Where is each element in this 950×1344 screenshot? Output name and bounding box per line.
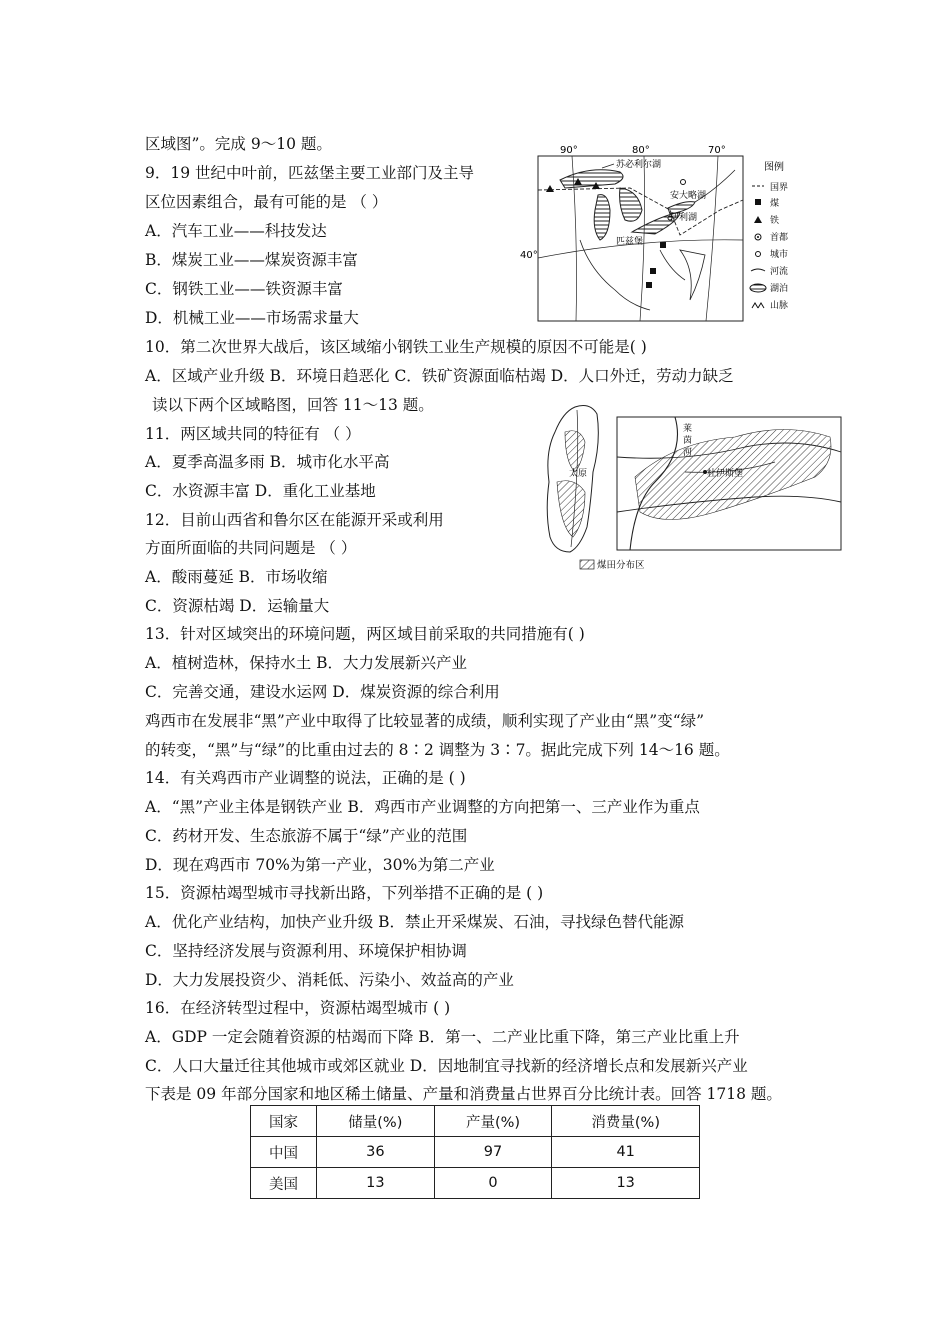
table-cell: 41 [552,1137,700,1168]
svg-text:煤田分布区: 煤田分布区 [597,560,645,571]
table-cell: 36 [316,1137,434,1168]
option-line: D．现在鸡西市 70%为第一产业，30%为第二产业 [145,856,495,874]
option-line: C．水资源丰富 D．重化工业基地 [145,482,376,500]
coal-symbol [660,242,666,248]
question-13: 13．针对区域突出的环境问题，两区域目前采取的共同措施有( ) [145,625,585,643]
svg-text:杜伊斯堡: 杜伊斯堡 [707,469,744,479]
svg-text:太原: 太原 [569,469,588,479]
svg-text:苏必利尔湖: 苏必利尔湖 [616,160,662,170]
table-cell: 美国 [251,1168,317,1199]
svg-text:伊利湖: 伊利湖 [670,213,698,223]
option-line: C．坚持经济发展与资源利用、环境保护相协调 [145,942,467,960]
svg-text:湖泊: 湖泊 [770,284,789,294]
option-d: D．机械工业——市场需求量大 [145,309,359,327]
question-9: 9．19 世纪中叶前，匹兹堡主要工业部门及主导 [145,164,475,182]
city-symbol [681,180,686,185]
longitude-label: 90° [560,145,578,156]
table-cell: 97 [434,1137,552,1168]
svg-text:国界: 国界 [770,183,789,193]
option-c: C．钢铁工业——铁资源丰富 [145,280,343,298]
text-line: 区位因素组合，最有可能的是 （ ） [145,193,388,211]
longitude-label: 70° [708,145,726,156]
svg-text:图例: 图例 [764,162,784,173]
svg-text:莱: 莱 [683,424,693,434]
longitude-label: 80° [632,145,650,156]
option-line: A．酸雨蔓延 B．市场收缩 [145,568,328,586]
option-line: A．优化产业结构，加快产业升级 B．禁止开采煤炭、石油，寻找绿色替代能源 [145,913,685,931]
question-16: 16．在经济转型过程中，资源枯竭型城市 ( ) [145,999,451,1017]
text-line: 方面所面临的共同问题是 （ ） [145,539,357,557]
table-header-row [251,1106,700,1137]
lake-huron [620,188,642,221]
table-cell: 中国 [251,1137,317,1168]
iron-symbol [546,185,554,192]
option-line: D．大力发展投资少、消耗低、污染小、效益高的产业 [145,971,514,989]
great-lakes-map [520,140,810,325]
table-header: 储量(%) [316,1106,434,1137]
option-line: A．夏季高温多雨 B．城市化水平高 [145,453,390,471]
shanxi-coal [557,481,585,537]
shanxi-ruhr-maps [535,402,845,580]
text-line: 区域图”。完成 9～10 题。 [145,135,332,153]
table-header: 产量(%) [434,1106,552,1137]
option-line: C．药材开发、生态旅游不属于“绿”产业的范围 [145,827,468,845]
svg-text:河: 河 [683,448,693,458]
question-11: 11．两区域共同的特征有 （ ） [145,425,361,443]
table-header: 消费量(%) [552,1106,700,1137]
option-line: C．人口大量迁往其他城市或郊区就业 D．因地制宜寻找新的经济增长点和发展新兴产业 [145,1057,748,1075]
text-line: 读以下两个区域略图，回答 11～13 题。 [152,396,434,414]
table-cell: 13 [552,1168,700,1199]
svg-text:河流: 河流 [770,267,789,277]
svg-text:煤: 煤 [770,199,780,209]
question-15: 15．资源枯竭型城市寻找新出路，下列举措不正确的是 ( ) [145,884,544,902]
question-14: 14．有关鸡西市产业调整的说法，正确的是 ( ) [145,769,466,787]
table-row [251,1137,700,1168]
coal-symbol [646,282,652,288]
option-a: A．汽车工业——科技发达 [145,222,327,240]
question-12: 12．目前山西省和鲁尔区在能源开采或利用 [145,511,444,529]
table-header: 国家 [251,1106,317,1137]
svg-text:铁: 铁 [770,216,780,226]
shanxi-coal [565,431,585,472]
options-10: A．区域产业升级 B．环境日趋恶化 C．铁矿资源面临枯竭 D．人口外迁，劳动力缺乏 [145,367,734,385]
svg-text:匹兹堡: 匹兹堡 [616,237,644,247]
option-b: B．煤炭工业——煤炭资源丰富 [145,251,358,269]
table-row [251,1168,700,1199]
passage-line: 鸡西市在发展非“黑”产业中取得了比较显著的成绩，顺利实现了产业由“黑”变“绿” [145,712,705,730]
option-line: C．资源枯竭 D．运输量大 [145,597,330,615]
option-line: C．完善交通，建设水运网 D．煤炭资源的综合利用 [145,683,500,701]
option-line: A．“黑”产业主体是钢铁产业 B．鸡西市产业调整的方向把第一、三产业作为重点 [145,798,700,816]
lake-michigan [594,195,610,240]
rare-earth-table [250,1105,700,1199]
table-cell: 13 [316,1168,434,1199]
option-line: A．GDP 一定会随着资源的枯竭而下降 B．第一、二产业比重下降，第三产业比重上升 [145,1028,740,1046]
svg-text:山脉: 山脉 [770,301,789,311]
svg-text:首都: 首都 [770,233,789,243]
latitude-label: 40° [520,250,538,261]
svg-text:茵: 茵 [683,436,693,446]
option-line: A．植树造林，保持水土 B．大力发展新兴产业 [145,654,468,672]
passage-line: 的转变，“黑”与“绿”的比重由过去的 8∶2 调整为 3∶7。据此完成下列 14～16 题。 [145,741,730,759]
lake-superior [560,170,623,188]
coal-symbol [650,268,656,274]
svg-text:城市: 城市 [770,250,789,260]
question-10: 10．第二次世界大战后，该区域缩小钢铁工业生产规模的原因不可能是( ) [145,338,647,356]
table-intro: 下表是 09 年部分国家和地区稀土储量、产量和消费量占世界百分比统计表。回答 1718 题。 [145,1085,782,1103]
table-cell: 0 [434,1168,552,1199]
svg-text:安大略湖: 安大略湖 [670,191,707,201]
